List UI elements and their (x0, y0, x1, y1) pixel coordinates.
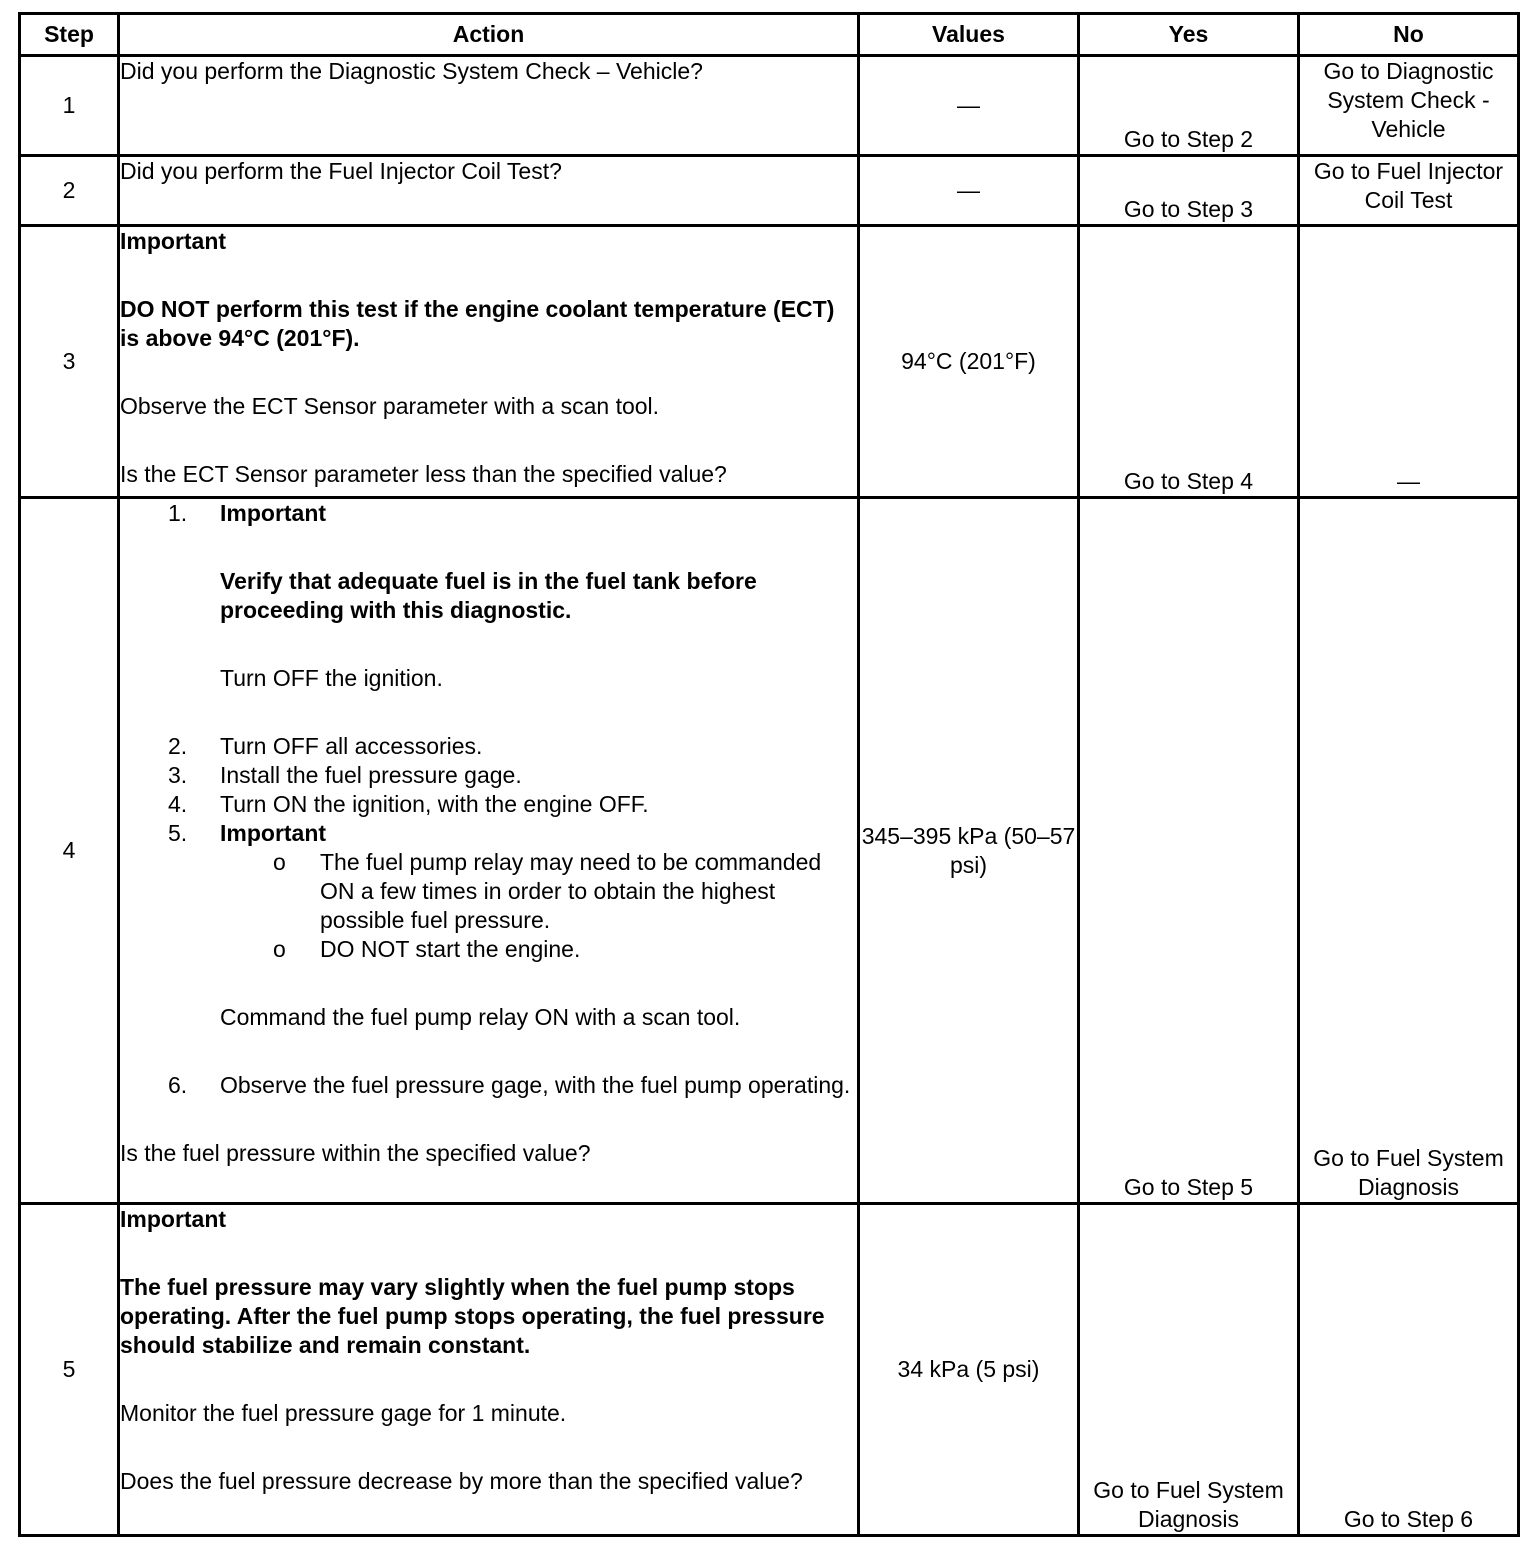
header-action: Action (119, 14, 859, 56)
important-note: DO NOT perform this test if the engine coolant temperature (ECT) is above 94°C (201°F). (120, 296, 835, 351)
value-cell: — (859, 156, 1079, 226)
step-number: 4 (20, 498, 119, 1204)
item-text: Command the fuel pump relay ON with a scan tool. (220, 1004, 741, 1030)
table-row (20, 1204, 1519, 1536)
important-label: Important (120, 1206, 227, 1232)
action-cell (119, 226, 859, 498)
list-item (168, 1071, 857, 1100)
item-text: Turn OFF the ignition. (220, 665, 443, 691)
item-number: 2. (168, 733, 188, 759)
item-number: 1. (168, 500, 188, 526)
header-yes: Yes (1079, 14, 1299, 56)
header-no: No (1299, 14, 1519, 56)
list-item (168, 761, 857, 790)
bullet-marker: o (273, 849, 286, 875)
header-row (20, 14, 1519, 56)
item-text: Observe the fuel pressure gage, with the fuel pump operating. (220, 1072, 851, 1098)
no-link[interactable]: Go to Step 6 (1299, 1204, 1519, 1536)
action-cell (119, 1204, 859, 1536)
important-label: Important (220, 820, 327, 846)
bullet-marker: o (273, 936, 286, 962)
yes-link[interactable]: Go to Fuel System Diagnosis (1079, 1204, 1299, 1536)
item-number: 5. (168, 820, 188, 846)
value-cell: 94°C (201°F) (859, 226, 1079, 498)
question-text: Is the ECT Sensor parameter less than the specified value? (120, 461, 727, 487)
question-text: Does the fuel pressure decrease by more than the specified value? (120, 1468, 803, 1494)
important-note: The fuel pressure may vary slightly when the fuel pump stops operating. After the fuel pump stops operating, the fuel pressure should stabilize and remain constant. (120, 1274, 825, 1358)
list-item (168, 790, 857, 819)
important-label: Important (120, 228, 227, 254)
yes-link[interactable]: Go to Step 2 (1079, 56, 1299, 156)
diagnostic-table (18, 12, 1520, 1537)
yes-link[interactable]: Go to Step 3 (1079, 156, 1299, 226)
no-link[interactable]: Go to Fuel Injector Coil Test (1299, 156, 1519, 226)
value-cell: 34 kPa (5 psi) (859, 1204, 1079, 1536)
table-row (20, 498, 1519, 1204)
no-link[interactable]: Go to Diagnostic System Check - Vehicle (1299, 56, 1519, 156)
list-item (168, 732, 857, 761)
bullet-item (168, 848, 857, 935)
step-number: 5 (20, 1204, 119, 1536)
yes-link[interactable]: Go to Step 5 (1079, 498, 1299, 1204)
item-text: Turn ON the ignition, with the engine OFF. (220, 791, 649, 817)
value-cell: — (859, 56, 1079, 156)
action-cell (119, 498, 859, 1204)
header-step: Step (20, 14, 119, 56)
question-text: Is the fuel pressure within the specified value? (120, 1140, 591, 1166)
header-values: Values (859, 14, 1079, 56)
step-number: 2 (20, 156, 119, 226)
step-number: 1 (20, 56, 119, 156)
item-number: 4. (168, 791, 188, 817)
item-number: 3. (168, 762, 188, 788)
table-row (20, 226, 1519, 498)
no-link[interactable]: Go to Fuel System Diagnosis (1299, 498, 1519, 1204)
important-label: Important (220, 500, 327, 526)
important-note: Verify that adequate fuel is in the fuel tank before proceeding with this diagnostic. (220, 568, 757, 623)
item-text: Turn OFF all accessories. (220, 733, 483, 759)
value-cell: 345–395 kPa (50–57 psi) (859, 498, 1079, 1204)
instruction-text: Observe the ECT Sensor parameter with a scan tool. (120, 393, 660, 419)
action-cell (119, 156, 859, 226)
table-row (20, 156, 1519, 226)
no-link: — (1299, 226, 1519, 498)
question-text: Did you perform the Diagnostic System Check – Vehicle? (120, 58, 703, 84)
question-text: Did you perform the Fuel Injector Coil Test? (120, 158, 562, 184)
item-number: 6. (168, 1072, 188, 1098)
bullet-text: DO NOT start the engine. (320, 936, 581, 962)
bullet-item (168, 935, 857, 964)
bullet-text: The fuel pump relay may need to be commanded ON a few times in order to obtain the highest possible fuel pressure. (320, 849, 822, 933)
instruction-text: Monitor the fuel pressure gage for 1 minute. (120, 1400, 567, 1426)
yes-link[interactable]: Go to Step 4 (1079, 226, 1299, 498)
list-item (168, 819, 857, 1071)
procedure-list (168, 499, 857, 1100)
table-row (20, 56, 1519, 156)
action-cell (119, 56, 859, 156)
step-number: 3 (20, 226, 119, 498)
item-text: Install the fuel pressure gage. (220, 762, 522, 788)
list-item (168, 499, 857, 732)
